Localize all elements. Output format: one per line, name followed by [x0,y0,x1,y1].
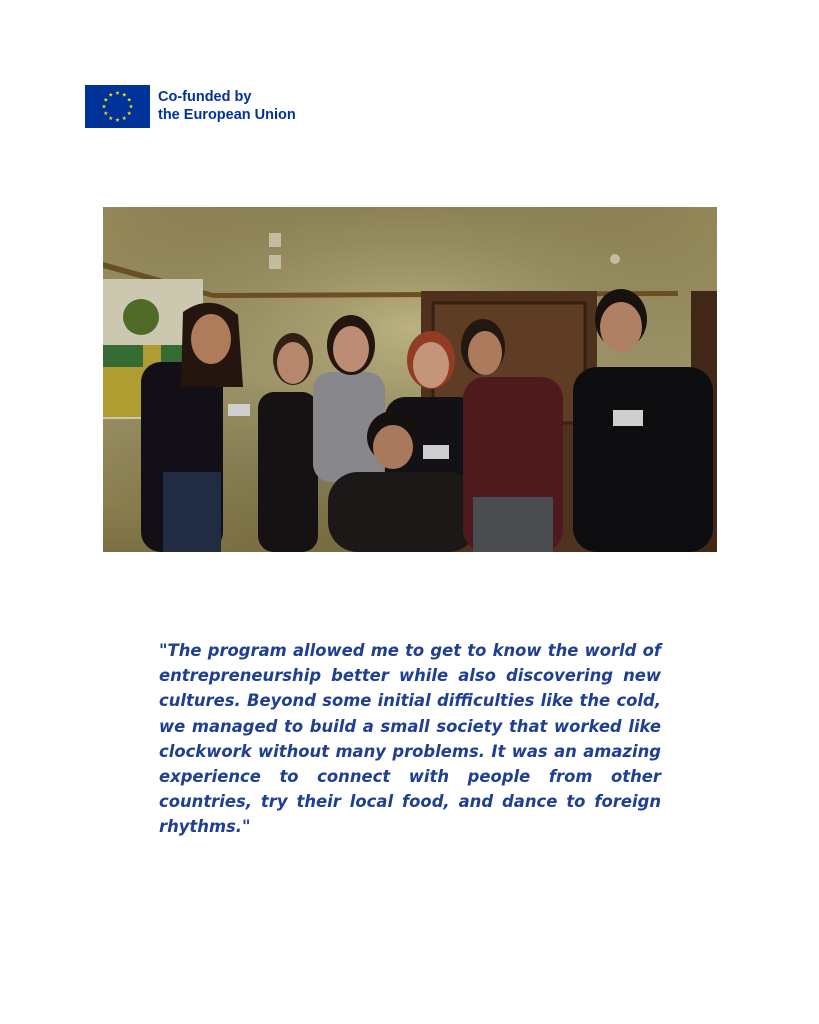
eu-star-icon [129,104,133,108]
eu-star-icon [127,97,131,101]
eu-star-icon [109,93,113,97]
eu-star-icon [104,111,108,115]
eu-star-icon [102,104,106,108]
eu-star-icon [127,111,131,115]
cofunded-line-2: the European Union [158,107,296,123]
cofunded-label [158,88,296,124]
group-photo [103,207,717,552]
testimonial-quote: "The program allowed me to get to know the world of entrepreneurship better while also discovering new cultures. Beyond some initial difficulties like the cold, we managed to build a small society that worked like clockwork without many problems. It was an amazing experience to connect with people from other countries, try their local food, and dance to foreign rhythms." [159,641,661,837]
eu-star-icon [115,91,119,95]
eu-star-icon [104,97,108,101]
eu-star-icon [122,93,126,97]
eu-star-icon [115,118,119,122]
cofunded-line-1: Co-funded by [158,89,252,105]
eu-star-icon [109,116,113,120]
eu-star-icon [122,116,126,120]
eu-cofunding-logo [85,85,315,129]
eu-flag-icon [85,85,150,128]
